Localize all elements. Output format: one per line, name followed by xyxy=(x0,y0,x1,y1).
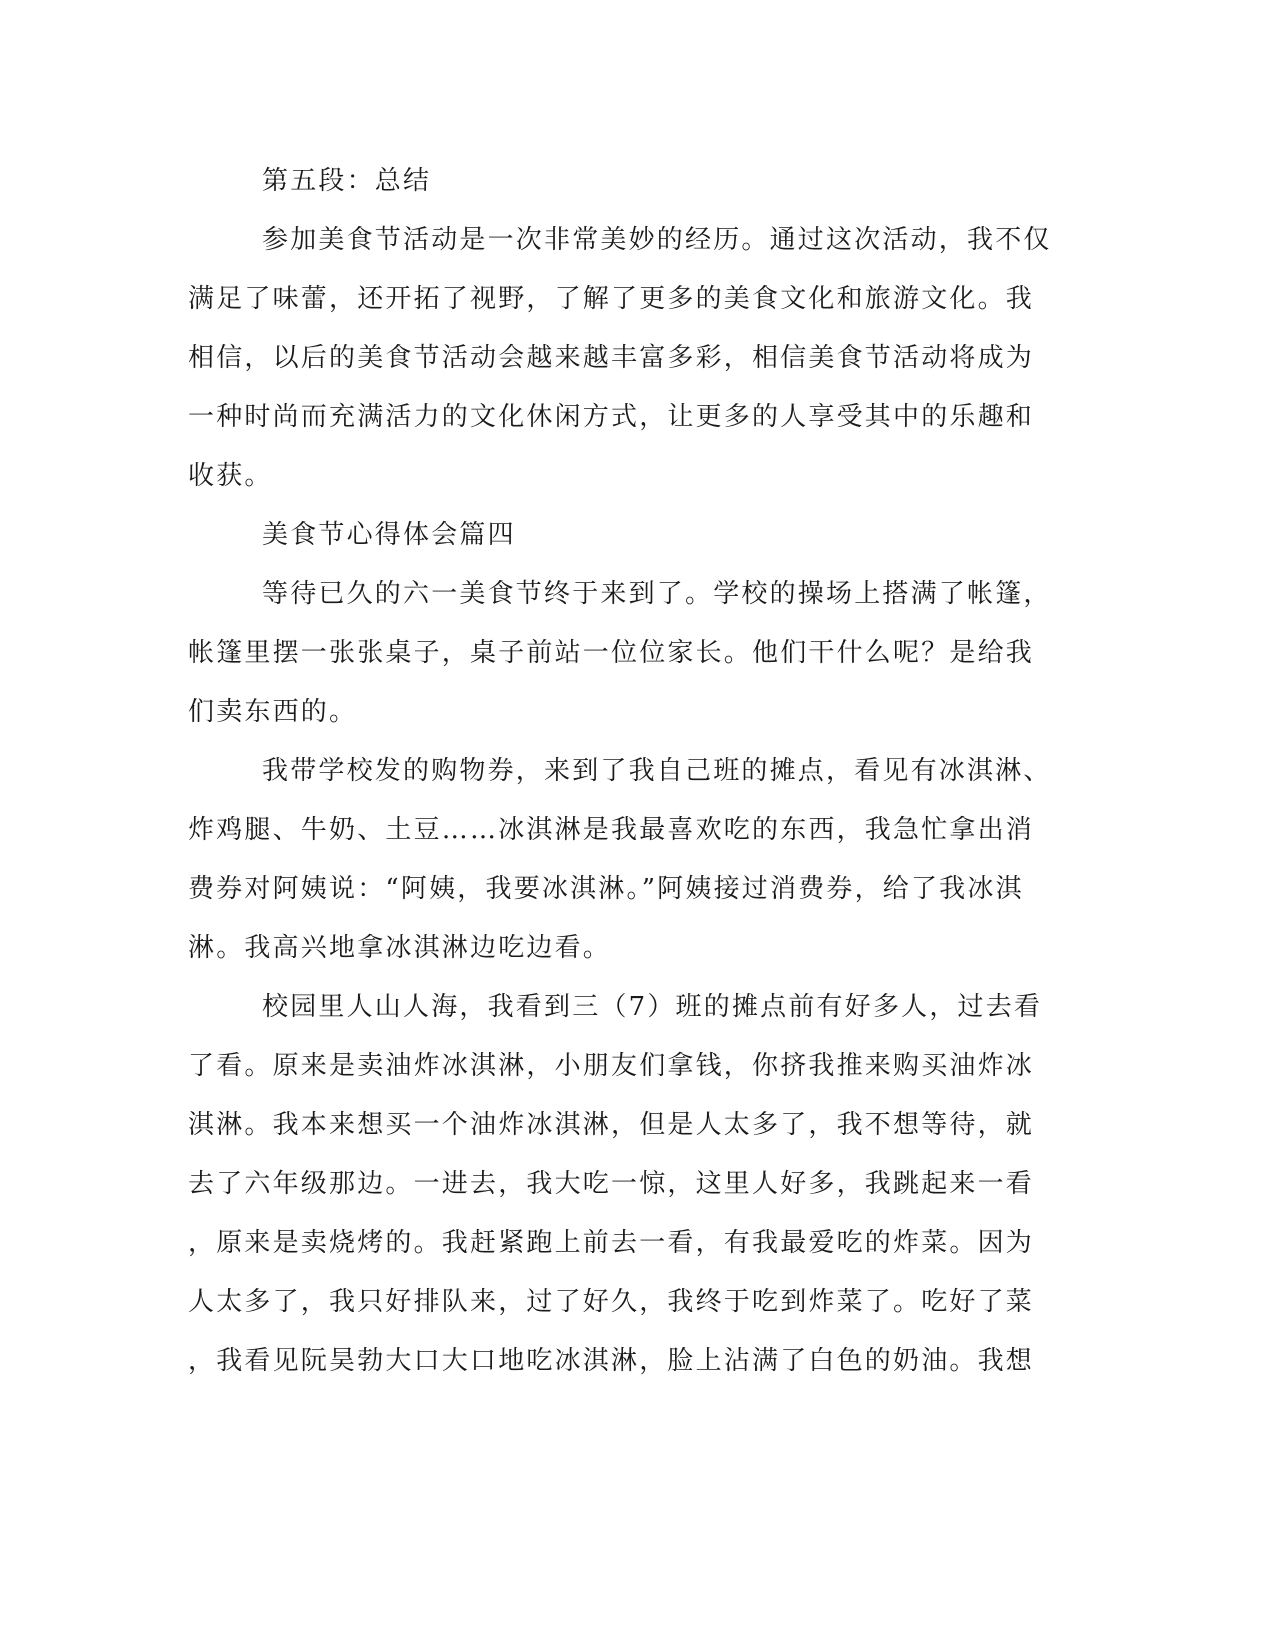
paragraph-line: 等待已久的六一美食节终于来到了。学校的操场上搭满了帐篷， xyxy=(262,579,1052,609)
paragraph-line: 去了六年级那边。一进去，我大吃一惊，这里人好多，我跳起来一看 xyxy=(188,1169,1035,1199)
paragraph-line: ，我看见阮昊勃大口大口地吃冰淇淋，脸上沾满了白色的奶油。我想 xyxy=(188,1346,1035,1376)
paragraph-line: 淋。我高兴地拿冰淇淋边吃边看。 xyxy=(188,933,612,963)
paragraph-line: 帐篷里摆一张张桌子，桌子前站一位位家长。他们干什么呢？是给我 xyxy=(188,638,1035,668)
paragraph-line: 炸鸡腿、牛奶、土豆……冰淇淋是我最喜欢吃的东西，我急忙拿出消 xyxy=(188,815,1035,845)
paragraph-line: 了看。原来是卖油炸冰淇淋，小朋友们拿钱，你挤我推来购买油炸冰 xyxy=(188,1051,1035,1081)
paragraph-line: ，原来是卖烧烤的。我赶紧跑上前去一看，有我最爱吃的炸菜。因为 xyxy=(188,1228,1035,1258)
paragraph-line: 们卖东西的。 xyxy=(188,697,358,727)
summary-line: 满足了味蕾，还开拓了视野，了解了更多的美食文化和旅游文化。我 xyxy=(188,284,1035,314)
paragraph-line: 我带学校发的购物券，来到了我自己班的摊点，看见有冰淇淋、 xyxy=(262,756,1052,786)
summary-line: 相信，以后的美食节活动会越来越丰富多彩，相信美食节活动将成为 xyxy=(188,343,1035,373)
paragraph-line: 人太多了，我只好排队来，过了好久，我终于吃到炸菜了。吃好了菜 xyxy=(188,1287,1035,1317)
summary-line: 收获。 xyxy=(188,461,273,491)
summary-line: 参加美食节活动是一次非常美妙的经历。通过这次活动，我不仅 xyxy=(262,225,1052,255)
section-heading: 第五段：总结 xyxy=(262,166,432,196)
part-heading: 美食节心得体会篇四 xyxy=(262,520,516,550)
paragraph-line: 校园里人山人海，我看到三（7）班的摊点前有好多人，过去看 xyxy=(262,992,1043,1022)
summary-line: 一种时尚而充满活力的文化休闲方式，让更多的人享受其中的乐趣和 xyxy=(188,402,1035,432)
paragraph-line: 费券对阿姨说：“阿姨，我要冰淇淋。”阿姨接过消费券，给了我冰淇 xyxy=(188,874,1024,904)
paragraph-line: 淇淋。我本来想买一个油炸冰淇淋，但是人太多了，我不想等待，就 xyxy=(188,1110,1035,1140)
